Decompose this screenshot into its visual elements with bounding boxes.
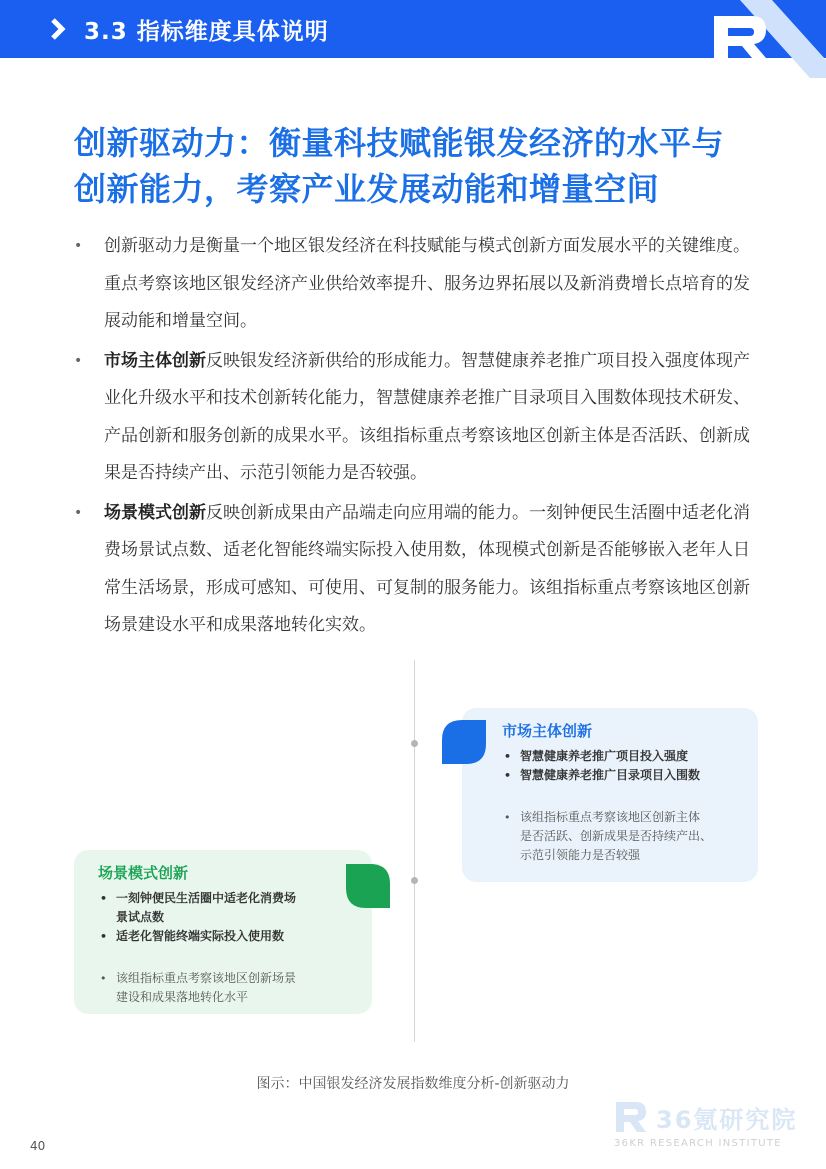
- bullet-dot-icon: •: [100, 930, 108, 943]
- footer-logo-cn: 36氪研究院: [656, 1106, 798, 1134]
- bullet-item: [74, 228, 764, 341]
- bullet-term: 市场主体创新: [104, 350, 206, 371]
- bullet-dot-icon: •: [74, 504, 83, 521]
- headline-line-1: 创新驱动力：衡量科技赋能银发经济的水平与: [74, 124, 725, 162]
- 36kr-r-logo-icon: [612, 1098, 652, 1136]
- headline-line-2: 创新能力，考察产业发展动能和增量空间: [74, 170, 660, 208]
- timeline-node: [411, 740, 418, 747]
- headline: [74, 120, 774, 212]
- bullet-text: 创新驱动力是衡量一个地区银发经济在科技赋能与模式创新方面发展水平的关键维度。重点考察该地区银发经济产业供给效率提升、服务边界拓展以及新消费增长点培育的发展动能和增量空间。: [104, 236, 750, 331]
- green-leaf-icon: [346, 864, 390, 908]
- figure-caption: 图示：中国银发经济发展指数维度分析-创新驱动力: [256, 1076, 570, 1092]
- timeline-line: [414, 660, 415, 1042]
- indicator-item: • 智慧健康养老推广目录项目入围数: [502, 766, 752, 785]
- note-item: • 该组指标重点考察该地区创新主体 是否活跃、创新成果是否持续产出、 示范引领能力是否较强: [504, 810, 713, 862]
- market-indicator-list: [502, 747, 752, 785]
- bullet-dot-icon: •: [74, 352, 83, 369]
- scene-note: [98, 969, 348, 1007]
- bullet-dot-icon: •: [74, 238, 83, 254]
- footer-logo-en: 36KR RESEARCH INSTITUTE: [614, 1138, 782, 1149]
- footer-logo: [612, 1098, 812, 1158]
- bullet-dot-icon: •: [504, 811, 511, 824]
- header-bar: [0, 0, 826, 58]
- indicator-item: • 一刻钟便民生活圈中适老化消费场 景试点数: [100, 891, 297, 924]
- bullet-dot-icon: •: [504, 769, 512, 782]
- 36kr-r-logo-icon: [700, 0, 826, 78]
- bullet-dot-icon: •: [100, 972, 107, 985]
- blue-leaf-icon: [442, 720, 486, 764]
- bullet-list: [74, 228, 764, 647]
- bullet-text: 反映创新成果由产品端走向应用端的能力。一刻钟便民生活圈中适老化消费场景试点数、适老化智能终端实际投入使用数，体现模式创新是否能够嵌入老年人日常生活场景，形成可感知、可使用、可复制的服务能力。该组指标重点考察该地区创新场景建设水平和成果落地转化实效。: [104, 502, 750, 635]
- section-title: 3.3 指标维度具体说明: [84, 19, 329, 45]
- bullet-item: [74, 495, 764, 645]
- bullet-dot-icon: •: [100, 892, 108, 905]
- indicator-item: • 适老化智能终端实际投入使用数: [98, 927, 348, 946]
- scene-card-title: 场景模式创新: [98, 864, 189, 882]
- bullet-item: [74, 343, 764, 493]
- bullet-text: 反映银发经济新供给的形成能力。智慧健康养老推广项目投入强度体现产业化升级水平和技术创新转化能力，智慧健康养老推广目录项目入围数体现技术研发、产品创新和服务创新的成果水平。该组指标重点考察该地区创新主体是否活跃、创新成果是否持续产出、示范引领能力是否较强。: [104, 350, 750, 483]
- indicator-item: • 智慧健康养老推广项目投入强度: [502, 747, 752, 766]
- scene-indicator-list: [98, 889, 348, 946]
- market-card-title: 市场主体创新: [502, 722, 593, 740]
- chevron-right-icon: [48, 16, 72, 42]
- page-number: 40: [30, 1139, 46, 1153]
- timeline-node: [411, 877, 418, 884]
- note-item: • 该组指标重点考察该地区创新场景 建设和成果落地转化水平: [100, 971, 297, 1004]
- market-note: [502, 808, 752, 865]
- bullet-term: 场景模式创新: [104, 502, 206, 523]
- bullet-dot-icon: •: [504, 750, 512, 763]
